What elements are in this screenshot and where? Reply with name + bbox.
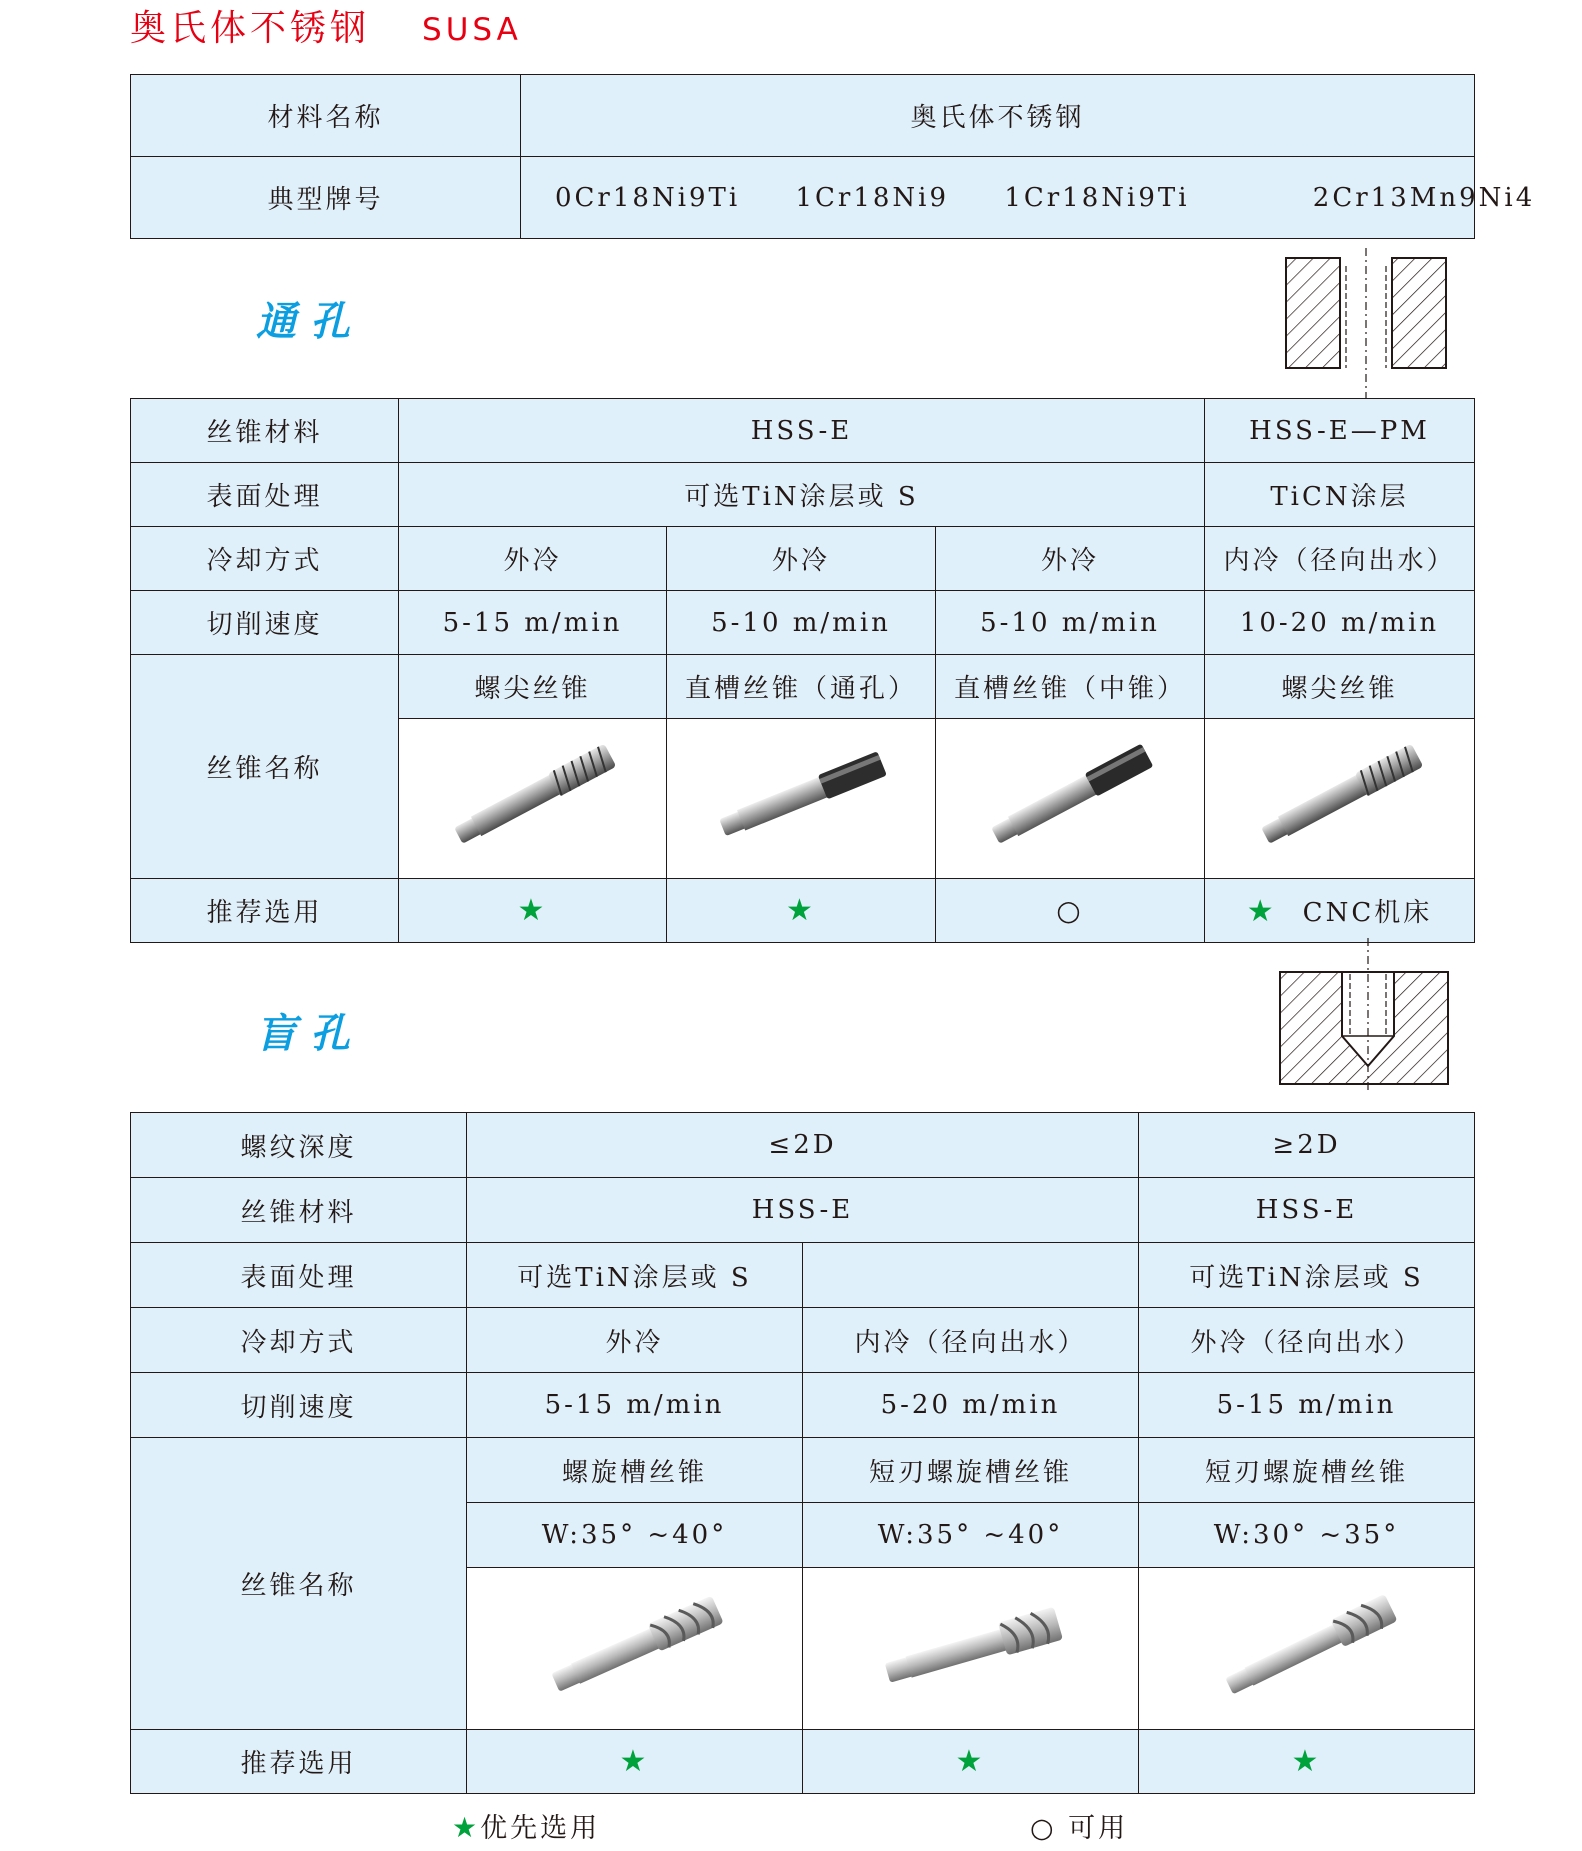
cooling-value: 外冷 xyxy=(467,1308,803,1373)
cooling-value: 外冷（径向出水） xyxy=(1139,1308,1475,1373)
spiral-flute-tap-image xyxy=(525,1575,745,1715)
tap-material-value: HSS-E xyxy=(399,399,1205,463)
surface-label: 表面处理 xyxy=(131,1243,467,1308)
recommend-star: ★ xyxy=(955,1744,986,1779)
material-code: SUSA xyxy=(422,12,522,48)
tap-image xyxy=(1139,1568,1475,1730)
surface-value: TiCN涂层 xyxy=(1205,463,1475,527)
grade-item: 0Cr18Ni9Ti xyxy=(555,182,741,213)
tap-name-value: 直槽丝锥（中锥） xyxy=(936,655,1205,719)
grade-label: 典型牌号 xyxy=(131,157,521,239)
tap-name-value: 短刃螺旋槽丝锥 xyxy=(1139,1438,1475,1503)
tap-image xyxy=(936,719,1205,879)
material-table xyxy=(130,74,1536,239)
blind-hole-table xyxy=(130,1112,1475,1794)
spiral-point-tap-image xyxy=(428,725,638,865)
tap-image xyxy=(467,1568,803,1730)
blind-hole-heading: 盲孔 xyxy=(256,1010,364,1057)
grade-item: 2Cr13Mn9Ni4 xyxy=(1312,182,1536,213)
tap-image xyxy=(1205,719,1475,879)
spiral-point-tap-pm-image xyxy=(1235,725,1445,865)
tap-name-label: 丝锥名称 xyxy=(131,1438,467,1730)
tap-material-value: HSS-E xyxy=(1139,1178,1475,1243)
speed-value: 5-20 m/min xyxy=(803,1373,1139,1438)
surface-value xyxy=(803,1243,1139,1308)
grade-list xyxy=(521,157,1536,239)
cooling-value: 内冷（径向出水） xyxy=(1205,527,1475,591)
speed-value: 5-15 m/min xyxy=(1139,1373,1475,1438)
cooling-value: 外冷 xyxy=(667,527,936,591)
legend-available-text: ○ 可用 xyxy=(1030,1813,1129,1844)
speed-value: 5-15 m/min xyxy=(467,1373,803,1438)
material-name-value: 奥氏体不锈钢 xyxy=(521,75,1475,157)
legend-preferred-text: ★优先选用 xyxy=(452,1811,601,1844)
recommend-note: CNC机床 xyxy=(1302,898,1433,928)
legend-star-icon: ★ xyxy=(452,1811,481,1844)
cooling-label: 冷却方式 xyxy=(131,1308,467,1373)
surface-value: 可选TiN涂层或 S xyxy=(1139,1243,1475,1308)
speed-label: 切削速度 xyxy=(131,1373,467,1438)
tap-name-value: 短刃螺旋槽丝锥 xyxy=(803,1438,1139,1503)
helix-angle: W:35° ~40° xyxy=(803,1503,1139,1568)
recommend-star: ★ xyxy=(1246,894,1277,929)
speed-value: 5-10 m/min xyxy=(667,591,936,655)
tap-material-label: 丝锥材料 xyxy=(131,1178,467,1243)
recommend-star: ★ xyxy=(786,893,816,928)
recommend-star: ★ xyxy=(517,893,548,928)
speed-value: 5-15 m/min xyxy=(399,591,667,655)
depth-value: ≥2D xyxy=(1139,1113,1475,1178)
recommend-circle: ○ xyxy=(1056,894,1084,927)
grade-item: 1Cr18Ni9Ti xyxy=(1004,182,1190,213)
legend-available xyxy=(1030,1806,1128,1845)
short-spiral-flute-tap-image xyxy=(1197,1575,1417,1715)
grade-item: 1Cr18Ni9 xyxy=(795,182,950,213)
tap-material-label: 丝锥材料 xyxy=(131,399,399,463)
blind-hole-diagram xyxy=(1270,938,1470,1094)
tap-image xyxy=(667,719,936,879)
through-hole-table xyxy=(130,398,1475,943)
page-title xyxy=(130,4,522,54)
legend-preferred xyxy=(452,1806,600,1845)
depth-value: ≤2D xyxy=(467,1113,1139,1178)
surface-label: 表面处理 xyxy=(131,463,399,527)
through-hole-diagram xyxy=(1272,248,1472,408)
recommend-star: ★ xyxy=(1291,1744,1322,1779)
tap-name-value: 螺旋槽丝锥 xyxy=(467,1438,803,1503)
tap-image xyxy=(399,719,667,879)
recommend-star: ★ xyxy=(619,1744,650,1779)
material-name-label: 材料名称 xyxy=(131,75,521,157)
short-spiral-flute-tap-image xyxy=(861,1575,1081,1715)
straight-flute-tap-image xyxy=(696,725,906,865)
cooling-value: 外冷 xyxy=(399,527,667,591)
tap-material-value: HSS-E—PM xyxy=(1205,399,1475,463)
through-hole-heading: 通孔 xyxy=(256,298,364,345)
helix-angle: W:35° ~40° xyxy=(467,1503,803,1568)
depth-label: 螺纹深度 xyxy=(131,1113,467,1178)
cooling-label: 冷却方式 xyxy=(131,527,399,591)
surface-value: 可选TiN涂层或 S xyxy=(399,463,1205,527)
tap-image xyxy=(803,1568,1139,1730)
surface-value: 可选TiN涂层或 S xyxy=(467,1243,803,1308)
material-title: 奥氏体不锈钢 xyxy=(130,8,371,49)
cooling-value: 内冷（径向出水） xyxy=(803,1308,1139,1373)
recommend-label: 推荐选用 xyxy=(131,879,399,943)
tap-name-value: 螺尖丝锥 xyxy=(399,655,667,719)
straight-flute-middle-tap-image xyxy=(965,725,1175,865)
speed-value: 5-10 m/min xyxy=(936,591,1205,655)
helix-angle: W:30° ~35° xyxy=(1139,1503,1475,1568)
tap-name-label: 丝锥名称 xyxy=(131,655,399,879)
tap-name-value: 螺尖丝锥 xyxy=(1205,655,1475,719)
speed-label: 切削速度 xyxy=(131,591,399,655)
tap-material-value: HSS-E xyxy=(467,1178,1139,1243)
cooling-value: 外冷 xyxy=(936,527,1205,591)
speed-value: 10-20 m/min xyxy=(1205,591,1475,655)
recommend-label: 推荐选用 xyxy=(131,1730,467,1794)
tap-name-value: 直槽丝锥（通孔） xyxy=(667,655,936,719)
